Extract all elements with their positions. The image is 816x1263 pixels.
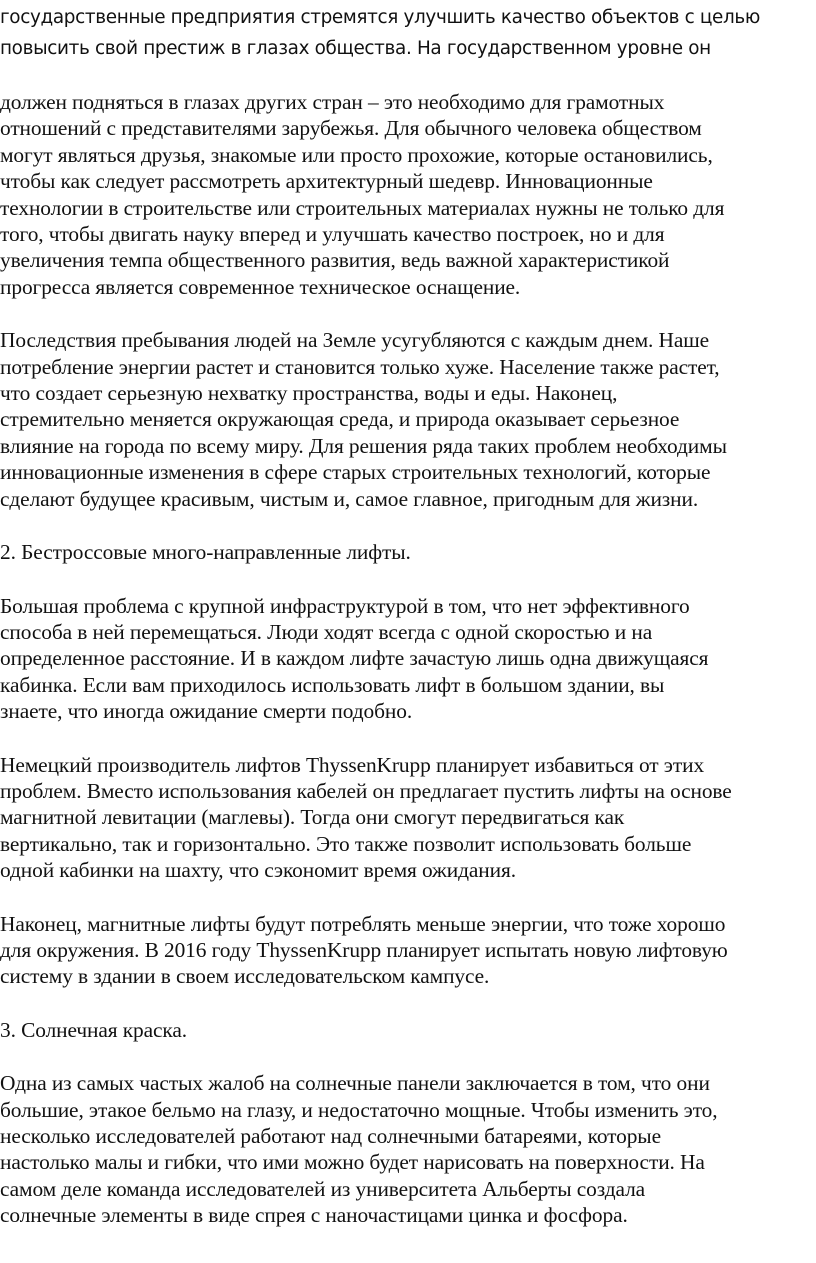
text-line: самом деле команда исследователей из университета Альберты создала xyxy=(0,1176,646,1201)
text-line: Одна из самых частых жалоб на солнечные панели заключается в том, что они xyxy=(0,1071,710,1096)
text-line: могут являться друзья, знакомые или просто прохожие, которые остановились, xyxy=(0,142,713,167)
text-line: технологии в строительстве или строительных материалах нужны не только для xyxy=(0,195,725,220)
text-line: систему в здании в своем исследовательском кампусе. xyxy=(0,964,490,989)
text-line: вертикально, так и горизонтально. Это также позволит использовать больше xyxy=(0,831,692,856)
text-line: инновационные изменения в сфере старых строительных технологий, которые xyxy=(0,460,711,485)
text-line: отношений с представителями зарубежья. Для обычного человека обществом xyxy=(0,116,702,141)
section-heading-solar-paint xyxy=(0,1017,816,1043)
intro-fragment xyxy=(0,2,816,64)
paragraph-infrastructure-problem xyxy=(0,593,816,725)
text-line: несколько исследователей работают над солнечными батареями, которые xyxy=(0,1124,661,1148)
text-line: Большая проблема с крупной инфраструктурой в том, что нет эффективного xyxy=(0,593,690,618)
paragraph-innovation-purpose xyxy=(0,89,816,300)
text-line: Последствия пребывания людей на Земле усугубляются с каждым днем. Наше xyxy=(0,328,710,353)
text-line: магнитной левитации (маглевы). Тогда они смогут передвигаться как xyxy=(0,805,625,830)
text-line: увеличения темпа общественного развития, ведь важной характеристикой xyxy=(0,248,670,273)
paragraph-thyssenkrupp-maglev xyxy=(0,752,816,884)
text-line: стремительно меняется окружающая среда, и природа оказывает серьезное xyxy=(0,407,680,432)
section-heading-elevators xyxy=(0,539,816,565)
text-line: повысить свой престиж в глазах общества. На государственном уровне он xyxy=(0,38,711,59)
heading-text: 3. Солнечная краска. xyxy=(0,1017,188,1042)
text-line: государственные предприятия стремятся улучшить качество объектов с целью xyxy=(0,7,760,28)
text-line: кабинка. Если вам приходилось использовать лифт в большом здании, вы xyxy=(0,672,665,697)
text-line: настолько малы и гибки, что ими можно будет нарисовать на поверхности. На xyxy=(0,1150,705,1175)
paragraph-solar-panels xyxy=(0,1070,816,1228)
text-line: потребление энергии растет и становится только хуже. Население также растет, xyxy=(0,354,720,379)
text-line: Немецкий производитель лифтов ThyssenKrupp планирует избавиться от этих xyxy=(0,752,705,777)
text-line: должен подняться в глазах других стран – это необходимо для грамотных xyxy=(0,90,665,114)
text-line: способа в ней перемещаться. Люди ходят всегда с одной скоростью и на xyxy=(0,619,653,644)
paragraph-energy-savings xyxy=(0,911,816,990)
text-line: знаете, что иногда ожидание смерти подобно. xyxy=(0,699,413,724)
text-line: влияние на города по всему миру. Для решения ряда таких проблем необходимы xyxy=(0,433,727,458)
text-line: для окружения. В 2016 году ThyssenKrupp планирует испытать новую лифтовую xyxy=(0,937,728,962)
text-line: одной кабинки на шахту, что сэкономит время ожидания. xyxy=(0,858,516,883)
document-body xyxy=(0,89,816,1256)
paragraph-consequences xyxy=(0,327,816,512)
text-line: солнечные элементы в виде спрея с наночастицами цинка и фосфора. xyxy=(0,1203,628,1228)
text-line: проблем. Вместо использования кабелей он предлагает пустить лифты на основе xyxy=(0,778,732,803)
text-line: большие, этакое бельмо на глазу, и недостаточно мощные. Чтобы изменить это, xyxy=(0,1097,718,1122)
text-line: прогресса является современное техническое оснащение. xyxy=(0,274,521,299)
text-line: чтобы как следует рассмотреть архитектурный шедевр. Инновационные xyxy=(0,169,653,194)
text-line: того, чтобы двигать науку вперед и улучшать качество построек, но и для xyxy=(0,222,665,247)
text-line: что создает серьезную нехватку пространства, воды и еды. Наконец, xyxy=(0,381,618,406)
text-line: определенное расстояние. И в каждом лифте зачастую лишь одна движущаяся xyxy=(0,646,709,671)
heading-text: 2. Бестроссовые много-направленные лифты. xyxy=(0,540,411,565)
text-line: сделают будущее красивым, чистым и, самое главное, пригодным для жизни. xyxy=(0,486,699,511)
text-line: Наконец, магнитные лифты будут потреблять меньше энергии, что тоже хорошо xyxy=(0,911,726,936)
